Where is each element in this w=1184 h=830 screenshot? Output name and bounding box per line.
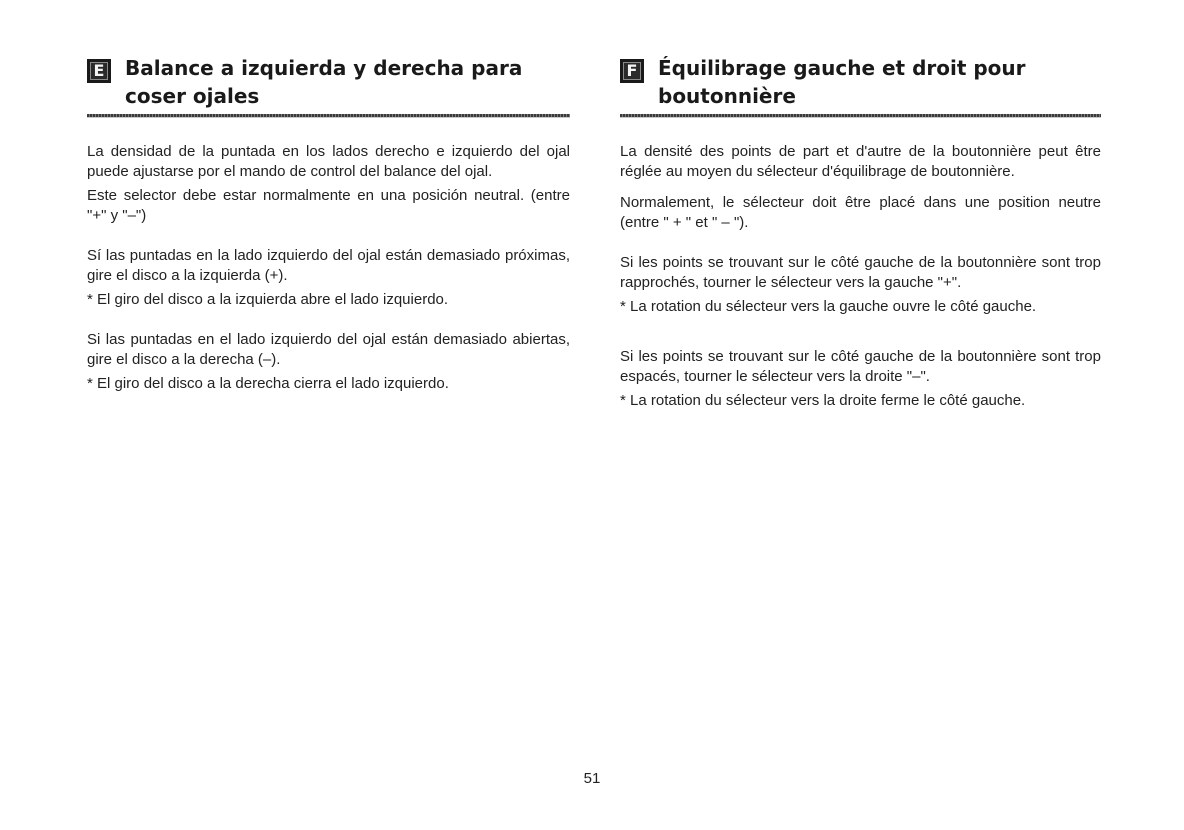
spanish-heading bbox=[87, 54, 570, 114]
spanish-paragraph-4: Si las puntadas en el lado izquierdo del ojal están demasiado abiertas, gire el disco a la derecha (–). bbox=[87, 331, 570, 368]
language-badge-e-letter: E bbox=[90, 62, 108, 80]
french-body bbox=[620, 142, 1101, 411]
french-paragraph-1: La densité des points de part et d'autre de la boutonnière peut être réglée au moyen du sélecteur d'équilibrage de boutonnière. bbox=[620, 143, 1101, 180]
french-title bbox=[658, 54, 1026, 110]
spanish-paragraph-3: Sí las puntadas en la lado izquierdo del ojal están demasiado próximas, gire el disco a la izquierda (+). bbox=[87, 247, 570, 284]
spanish-title bbox=[125, 54, 522, 110]
french-paragraph-2: Normalement, le sélecteur doit être placé dans une position neutre (entre " + " et " – "). bbox=[620, 194, 1101, 231]
french-note-2: * La rotation du sélecteur vers la droite ferme le côté gauche. bbox=[620, 392, 1026, 409]
spanish-title-rule bbox=[87, 114, 570, 118]
french-title-line1: Équilibrage gauche et droit pour bbox=[658, 56, 1026, 80]
page-number: 51 bbox=[583, 770, 601, 787]
language-badge-f bbox=[620, 59, 644, 83]
spanish-paragraph-2: Este selector debe estar normalmente en una posición neutral. (entre "+" y "–") bbox=[87, 187, 570, 224]
spanish-paragraph-1: La densidad de la puntada en los lados derecho e izquierdo del ojal puede ajustarse por el mando de control del balance del ojal. bbox=[87, 143, 570, 180]
french-title-line2: boutonnière bbox=[658, 84, 796, 108]
spanish-section bbox=[87, 54, 570, 394]
spanish-title-line2: coser ojales bbox=[125, 84, 260, 108]
french-note-1: * La rotation du sélecteur vers la gauche ouvre le côté gauche. bbox=[620, 298, 1037, 315]
french-paragraph-4: Si les points se trouvant sur le côté gauche de la boutonnière sont trop espacés, tourner le sélecteur vers la droite "–". bbox=[620, 348, 1101, 385]
spanish-title-line1: Balance a izquierda y derecha para bbox=[125, 56, 523, 80]
french-paragraph-3: Si les points se trouvant sur le côté gauche de la boutonnière sont trop rapprochés, tourner le sélecteur vers la gauche "+". bbox=[620, 254, 1101, 291]
spanish-note-1: * El giro del disco a la izquierda abre el lado izquierdo. bbox=[87, 291, 449, 308]
spanish-note-2: * El giro del disco a la derecha cierra el lado izquierdo. bbox=[87, 375, 449, 392]
language-badge-e bbox=[87, 59, 111, 83]
french-title-rule bbox=[620, 114, 1101, 118]
spanish-body bbox=[87, 142, 570, 394]
french-heading bbox=[620, 54, 1101, 114]
language-badge-f-letter: F bbox=[623, 62, 641, 80]
french-section bbox=[620, 54, 1101, 411]
